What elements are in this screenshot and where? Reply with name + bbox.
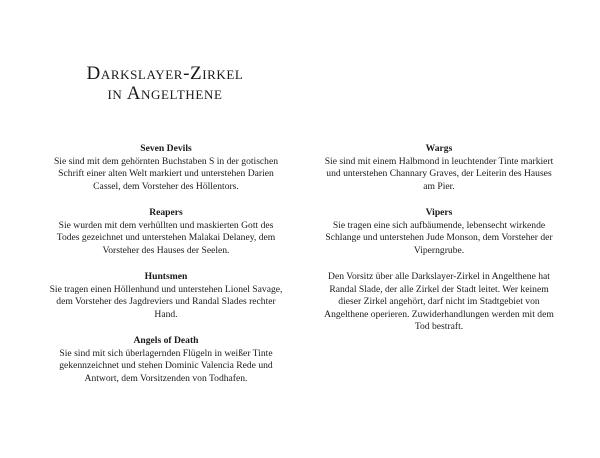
circle-heading: Reapers bbox=[149, 207, 183, 218]
circle-text-line: und unterstehen Channary Graves, der Leiterin des Hauses bbox=[326, 168, 552, 179]
circle-text-line: am Pier. bbox=[423, 180, 455, 192]
circle-section-seven-devils bbox=[41, 143, 291, 193]
circle-text-line: Schlange und unterstehen Jude Monson, dem Vorsteher der bbox=[325, 232, 553, 243]
closing-paragraph-line: Angelthene operieren. Zuwiderhandlungen werden mit dem bbox=[324, 308, 554, 320]
left-column bbox=[41, 143, 291, 399]
circle-text-line: Sie sind mit sich überlagernden Flügeln in weißer Tinte bbox=[59, 347, 273, 359]
closing-paragraph bbox=[314, 271, 564, 334]
circle-text-line: Sie sind mit einem Halbmond in leuchtender Tinte markiert bbox=[324, 155, 554, 167]
page-title-line-1: Darkslayer-Zirkel bbox=[86, 63, 244, 84]
circle-text-line: Schrift einer alten Welt markiert und unterstehen Darien bbox=[58, 168, 274, 179]
circle-text-line: Todes gezeichnet und unterstehen Malakai Delaney, dem bbox=[56, 232, 276, 243]
circle-section-huntsmen bbox=[41, 271, 291, 321]
right-column bbox=[314, 143, 564, 348]
circle-text-line: Sie sind mit dem gehörnten Buchstaben S in der gotischen bbox=[53, 155, 279, 167]
circle-text-line: dem Vorsteher des Jagdreviers und Randal Slades rechter bbox=[56, 296, 276, 307]
circle-text-line: Sie tragen eine sich aufbäumende, lebensecht wirkende bbox=[332, 219, 546, 231]
circle-text-line: Antwort, dem Vorsitzenden von Todhafen. bbox=[84, 372, 248, 384]
circle-heading: Angels of Death bbox=[133, 335, 199, 346]
circle-text-line: Viperngrube. bbox=[413, 244, 465, 256]
closing-paragraph-line: Randal Slade, der alle Zirkel der Stadt leitet. Wer keinem bbox=[329, 283, 549, 295]
circle-text-line: gekennzeichnet und stehen Dominic Valencia Rede und bbox=[59, 360, 273, 371]
circle-section-reapers bbox=[41, 207, 291, 257]
circle-heading: Wargs bbox=[425, 143, 453, 154]
circle-text-line: Cassel, dem Vorsteher des Höllentors. bbox=[93, 180, 239, 192]
closing-paragraph-line: Den Vorsitz über alle Darkslayer-Zirkel in Angelthene hat bbox=[328, 271, 550, 282]
circle-heading: Huntsmen bbox=[144, 271, 188, 282]
circle-section-wargs bbox=[314, 143, 564, 193]
circle-text-line: Vorsteher des Hauses der Seelen. bbox=[102, 244, 230, 256]
page-title bbox=[60, 64, 270, 104]
circle-section-angels-of-death bbox=[41, 335, 291, 385]
circle-text-line: Sie wurden mit dem verhüllten und maskierten Gott des bbox=[58, 219, 274, 231]
circle-heading: Vipers bbox=[425, 207, 453, 218]
circle-text-line: Sie tragen einen Höllenhund und unterstehen Lionel Savage, bbox=[49, 283, 283, 295]
circle-heading: Seven Devils bbox=[140, 143, 192, 154]
closing-paragraph-line: dieser Zirkel angehört, darf nicht im Stadtgebiet von bbox=[338, 296, 540, 307]
circle-section-vipers bbox=[314, 207, 564, 257]
closing-paragraph-line: Tod bestraft. bbox=[414, 321, 464, 332]
page-title-line-2: in Angelthene bbox=[107, 83, 223, 104]
circle-text-line: Hand. bbox=[154, 308, 178, 320]
